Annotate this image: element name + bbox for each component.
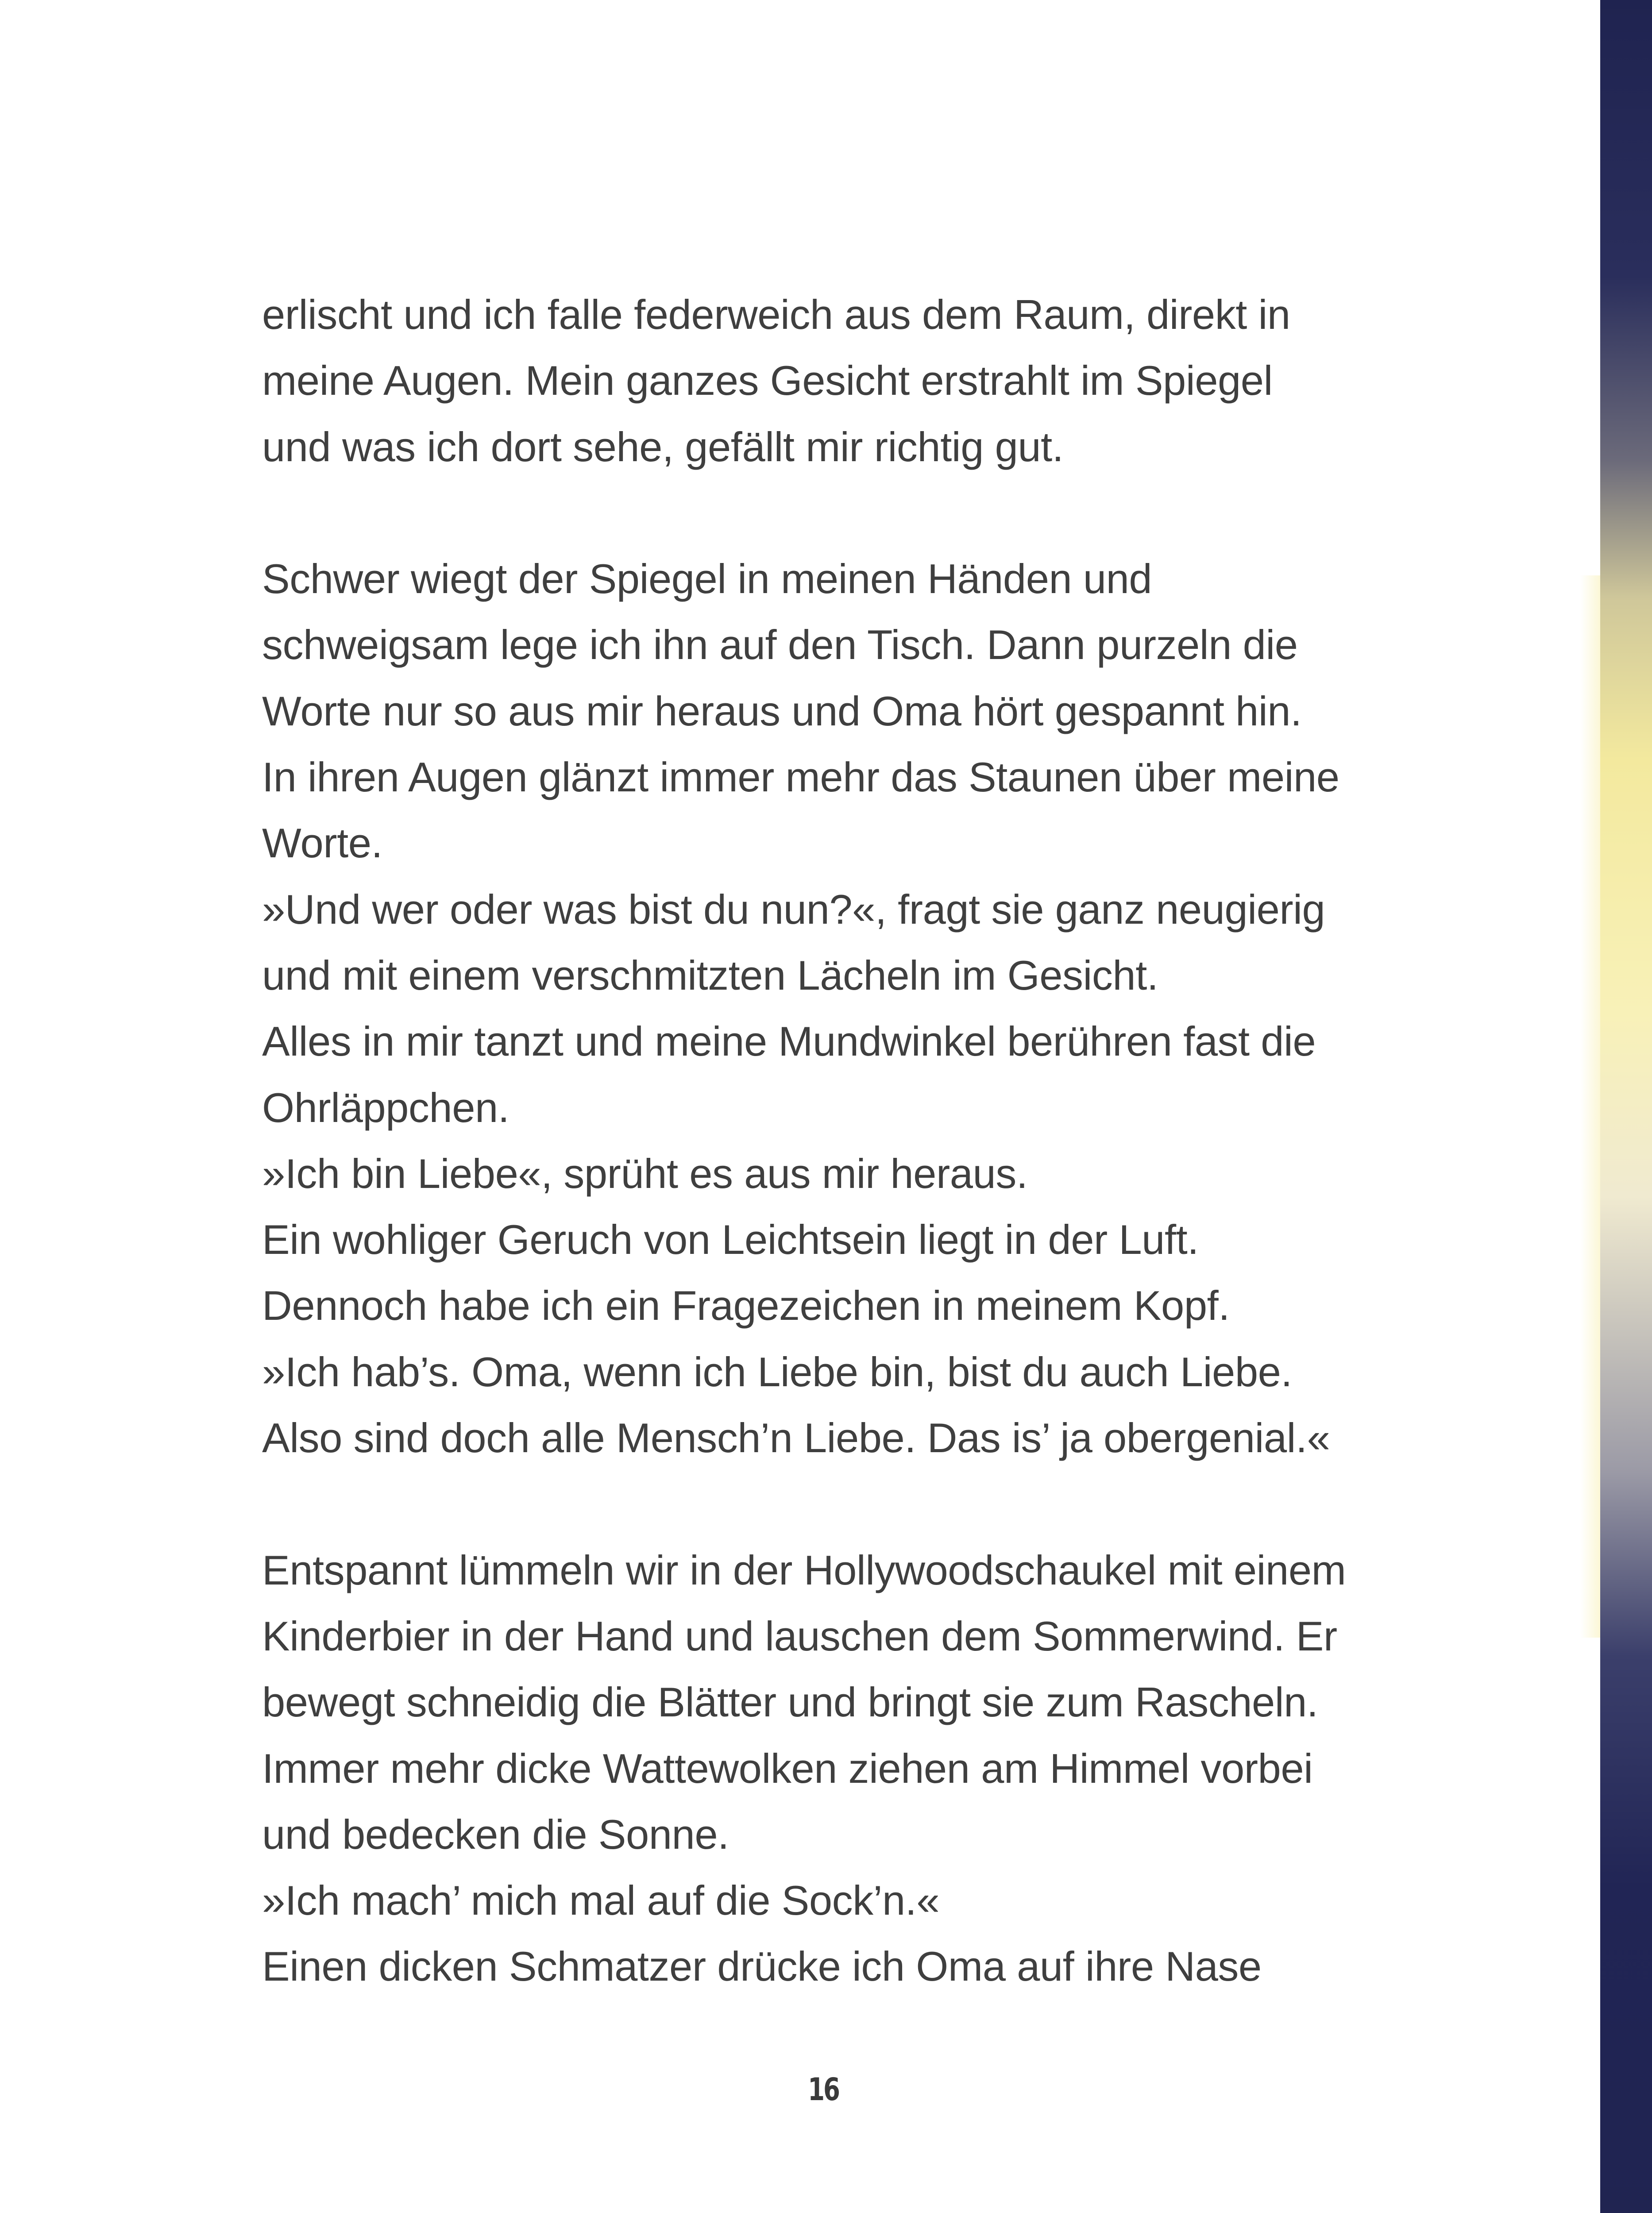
text-line: »Und wer oder was bist du nun?«, fragt sie ganz neugierig bbox=[262, 886, 1325, 933]
text-line: Worte nur so aus mir heraus und Oma hört gespannt hin. bbox=[262, 687, 1302, 734]
text-line: Entspannt lümmeln wir in der Hollywoodschaukel mit einem bbox=[262, 1546, 1346, 1593]
text-line: »Ich mach’ mich mal auf die Sock’n.« bbox=[262, 1877, 940, 1924]
text-line: und bedecken die Sonne. bbox=[262, 1811, 729, 1858]
text-line: Immer mehr dicke Wattewolken ziehen am Himmel vorbei bbox=[262, 1745, 1313, 1792]
paragraph-gap bbox=[262, 1471, 1546, 1537]
text-line: und was ich dort sehe, gefällt mir richtig gut. bbox=[262, 423, 1064, 470]
text-line: Worte. bbox=[262, 820, 383, 867]
text-line: Ohrläppchen. bbox=[262, 1084, 509, 1131]
text-line: Ein wohliger Geruch von Leichtsein liegt in der Luft. bbox=[262, 1216, 1199, 1263]
paragraph-gap bbox=[262, 480, 1546, 546]
text-line: Einen dicken Schmatzer drücke ich Oma auf ihre Nase bbox=[262, 1943, 1262, 1990]
text-line: »Ich bin Liebe«, sprüht es aus mir heraus. bbox=[262, 1150, 1028, 1197]
text-line: bewegt schneidig die Blätter und bringt sie zum Rascheln. bbox=[262, 1679, 1318, 1726]
page-number: 16 bbox=[808, 2071, 839, 2108]
body-text bbox=[262, 281, 1546, 2000]
text-line: Kinderbier in der Hand und lauschen dem Sommerwind. Er bbox=[262, 1612, 1337, 1659]
text-line: schweigsam lege ich ihn auf den Tisch. Dann purzeln die bbox=[262, 621, 1298, 668]
text-line: »Ich hab’s. Oma, wenn ich Liebe bin, bist du auch Liebe. bbox=[262, 1348, 1293, 1395]
text-line: meine Augen. Mein ganzes Gesicht erstrahlt im Spiegel bbox=[262, 357, 1273, 404]
text-line: Also sind doch alle Mensch’n Liebe. Das is’ ja obergenial.« bbox=[262, 1415, 1330, 1461]
text-line: und mit einem verschmitzten Lächeln im Gesicht. bbox=[262, 952, 1158, 999]
text-line: Schwer wiegt der Spiegel in meinen Händen und bbox=[262, 555, 1152, 602]
text-line: Dennoch habe ich ein Fragezeichen in meinem Kopf. bbox=[262, 1282, 1230, 1329]
text-line: erlischt und ich falle federweich aus dem Raum, direkt in bbox=[262, 291, 1290, 338]
decorative-side-band bbox=[1600, 0, 1652, 2213]
text-line: Alles in mir tanzt und meine Mundwinkel berühren fast die bbox=[262, 1018, 1316, 1065]
text-line: In ihren Augen glänzt immer mehr das Staunen über meine bbox=[262, 754, 1339, 801]
